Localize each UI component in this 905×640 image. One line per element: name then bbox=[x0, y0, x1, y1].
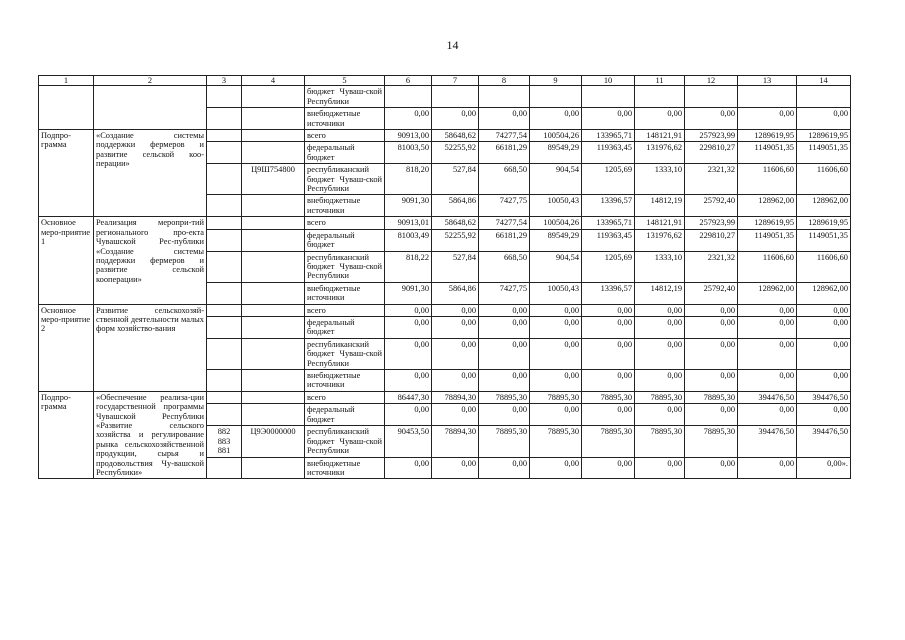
table-row bbox=[39, 217, 851, 229]
budget-value: 818,20 bbox=[385, 164, 432, 195]
budget-value bbox=[797, 86, 851, 108]
budget-value: 0,00 bbox=[685, 108, 738, 130]
program-status: Подпро-грамма bbox=[39, 130, 94, 217]
target-article-code: Ц9Ш754800 bbox=[242, 164, 305, 195]
budget-value: 0,00 bbox=[530, 338, 582, 369]
target-article-code bbox=[242, 316, 305, 338]
table-row bbox=[39, 304, 851, 316]
funding-source: внебюджетные источники bbox=[305, 457, 385, 479]
budget-value: 0,00 bbox=[582, 457, 635, 479]
budget-value: 5864,86 bbox=[432, 195, 479, 217]
program-name: «Обеспечение реализа-ции государственной программы Чувашской Республики «Развитие сельского хозяйства и регулирование рынка сельскохозяйственной продукции, сырья и продовольствия Чу-вашской Республики» bbox=[94, 391, 207, 479]
budget-value: 9091,30 bbox=[385, 282, 432, 304]
budget-value: 89549,29 bbox=[530, 229, 582, 251]
grbs-code bbox=[207, 86, 242, 108]
budget-value: 131976,62 bbox=[635, 229, 685, 251]
budget-value: 0,00 bbox=[582, 404, 635, 426]
budget-value: 0,00 bbox=[797, 316, 851, 338]
budget-value: 0,00». bbox=[797, 457, 851, 479]
budget-value: 0,00 bbox=[685, 369, 738, 391]
budget-value: 66181,29 bbox=[479, 142, 530, 164]
budget-value: 1205,69 bbox=[582, 164, 635, 195]
budget-value: 133965,71 bbox=[582, 130, 635, 142]
budget-value: 5864,86 bbox=[432, 282, 479, 304]
funding-source: всего bbox=[305, 304, 385, 316]
budget-value: 78895,30 bbox=[635, 391, 685, 403]
grbs-code bbox=[207, 404, 242, 426]
column-number-14: 14 bbox=[797, 76, 851, 86]
grbs-code bbox=[207, 304, 242, 316]
funding-source: республиканский бюджет Чуваш-ской Республики bbox=[305, 426, 385, 457]
budget-value: 394476,50 bbox=[797, 391, 851, 403]
target-article-code bbox=[242, 369, 305, 391]
grbs-code bbox=[207, 108, 242, 130]
budget-value bbox=[530, 86, 582, 108]
budget-value bbox=[685, 86, 738, 108]
budget-value: 904,54 bbox=[530, 164, 582, 195]
budget-value: 89549,29 bbox=[530, 142, 582, 164]
budget-value: 9091,30 bbox=[385, 195, 432, 217]
grbs-code bbox=[207, 457, 242, 479]
budget-value: 0,00 bbox=[738, 338, 797, 369]
budget-value: 0,00 bbox=[635, 108, 685, 130]
budget-value: 14812,19 bbox=[635, 282, 685, 304]
budget-value: 0,00 bbox=[479, 369, 530, 391]
budget-value: 10050,43 bbox=[530, 195, 582, 217]
budget-value: 74277,54 bbox=[479, 130, 530, 142]
budget-value: 0,00 bbox=[479, 338, 530, 369]
budget-value: 0,00 bbox=[797, 108, 851, 130]
budget-value: 0,00 bbox=[635, 304, 685, 316]
grbs-code bbox=[207, 251, 242, 282]
program-status: Основное меро-приятие 1 bbox=[39, 217, 94, 304]
budget-value: 257923,99 bbox=[685, 130, 738, 142]
grbs-code bbox=[207, 195, 242, 217]
budget-value: 119363,45 bbox=[582, 229, 635, 251]
funding-source: федеральный бюджет bbox=[305, 142, 385, 164]
budget-value: 74277,54 bbox=[479, 217, 530, 229]
budget-value: 0,00 bbox=[385, 369, 432, 391]
budget-value: 81003,49 bbox=[385, 229, 432, 251]
budget-value: 90913,00 bbox=[385, 130, 432, 142]
funding-source: федеральный бюджет bbox=[305, 316, 385, 338]
program-status: Основное меро-приятие 2 bbox=[39, 304, 94, 391]
column-number-13: 13 bbox=[738, 76, 797, 86]
budget-value: 100504,26 bbox=[530, 130, 582, 142]
budget-value: 25792,40 bbox=[685, 282, 738, 304]
funding-source: федеральный бюджет bbox=[305, 404, 385, 426]
budget-value: 0,00 bbox=[685, 304, 738, 316]
budget-value: 0,00 bbox=[685, 338, 738, 369]
funding-source: бюджет Чуваш-ской Республики bbox=[305, 86, 385, 108]
budget-value: 78895,30 bbox=[530, 391, 582, 403]
funding-source: республиканский бюджет Чуваш-ской Республики bbox=[305, 251, 385, 282]
program-status bbox=[39, 86, 94, 130]
budget-value: 52255,92 bbox=[432, 142, 479, 164]
grbs-code bbox=[207, 369, 242, 391]
budget-value: 0,00 bbox=[479, 404, 530, 426]
budget-value: 0,00 bbox=[635, 338, 685, 369]
budget-value: 78895,30 bbox=[530, 426, 582, 457]
budget-value: 0,00 bbox=[530, 369, 582, 391]
funding-source: всего bbox=[305, 217, 385, 229]
target-article-code bbox=[242, 195, 305, 217]
budget-value: 0,00 bbox=[432, 457, 479, 479]
budget-value: 86447,30 bbox=[385, 391, 432, 403]
budget-value bbox=[385, 86, 432, 108]
table-row bbox=[39, 391, 851, 403]
budget-value: 25792,40 bbox=[685, 195, 738, 217]
budget-value: 1149051,35 bbox=[797, 142, 851, 164]
budget-value bbox=[479, 86, 530, 108]
budget-table bbox=[38, 75, 851, 479]
funding-source: внебюджетные источники bbox=[305, 369, 385, 391]
target-article-code bbox=[242, 282, 305, 304]
budget-value bbox=[582, 86, 635, 108]
budget-value: 133965,71 bbox=[582, 217, 635, 229]
table-row bbox=[39, 130, 851, 142]
target-article-code bbox=[242, 108, 305, 130]
budget-value: 0,00 bbox=[685, 457, 738, 479]
budget-value: 668,50 bbox=[479, 251, 530, 282]
budget-value: 78895,30 bbox=[582, 426, 635, 457]
budget-value: 0,00 bbox=[479, 304, 530, 316]
budget-value: 10050,43 bbox=[530, 282, 582, 304]
grbs-code: 882 883 881 bbox=[207, 426, 242, 457]
budget-value: 1333,10 bbox=[635, 164, 685, 195]
budget-value: 11606,60 bbox=[738, 164, 797, 195]
budget-value: 7427,75 bbox=[479, 195, 530, 217]
budget-value: 0,00 bbox=[530, 316, 582, 338]
budget-value bbox=[738, 86, 797, 108]
program-status: Подпро-грамма bbox=[39, 391, 94, 479]
funding-source: федеральный бюджет bbox=[305, 229, 385, 251]
budget-value: 1333,10 bbox=[635, 251, 685, 282]
budget-value: 1149051,35 bbox=[738, 142, 797, 164]
budget-value: 527,84 bbox=[432, 164, 479, 195]
program-name: «Создание системы поддержки фермеров и развитие сельской коо-перации» bbox=[94, 130, 207, 217]
budget-value: 0,00 bbox=[738, 369, 797, 391]
budget-value: 1149051,35 bbox=[738, 229, 797, 251]
column-number-9: 9 bbox=[530, 76, 582, 86]
budget-value: 11606,60 bbox=[738, 251, 797, 282]
budget-value: 0,00 bbox=[385, 457, 432, 479]
budget-value: 0,00 bbox=[479, 108, 530, 130]
budget-value: 527,84 bbox=[432, 251, 479, 282]
budget-value: 0,00 bbox=[385, 404, 432, 426]
budget-value: 0,00 bbox=[797, 404, 851, 426]
budget-value: 0,00 bbox=[432, 338, 479, 369]
budget-value: 394476,50 bbox=[738, 426, 797, 457]
budget-value: 0,00 bbox=[385, 304, 432, 316]
column-number-2: 2 bbox=[94, 76, 207, 86]
grbs-code bbox=[207, 316, 242, 338]
budget-value: 394476,50 bbox=[797, 426, 851, 457]
target-article-code: Ц9Э0000000 bbox=[242, 426, 305, 457]
target-article-code bbox=[242, 304, 305, 316]
budget-value: 0,00 bbox=[479, 316, 530, 338]
budget-value: 128962,00 bbox=[738, 282, 797, 304]
budget-value: 0,00 bbox=[530, 457, 582, 479]
grbs-code bbox=[207, 164, 242, 195]
budget-value: 78894,30 bbox=[432, 391, 479, 403]
funding-source: республиканский бюджет Чуваш-ской Республики bbox=[305, 338, 385, 369]
program-name: Реализация меропри-тий регионального про-екта Чувашской Рес-публики «Создание системы поддержки фермеров и развитие сельской кооперации» bbox=[94, 217, 207, 304]
budget-value: 11606,60 bbox=[797, 164, 851, 195]
budget-value: 0,00 bbox=[582, 304, 635, 316]
column-number-10: 10 bbox=[582, 76, 635, 86]
budget-value: 1289619,95 bbox=[738, 217, 797, 229]
budget-value: 229810,27 bbox=[685, 142, 738, 164]
budget-value: 0,00 bbox=[432, 404, 479, 426]
budget-value: 128962,00 bbox=[738, 195, 797, 217]
grbs-code bbox=[207, 142, 242, 164]
column-number-12: 12 bbox=[685, 76, 738, 86]
budget-value: 1289619,95 bbox=[797, 130, 851, 142]
budget-value: 0,00 bbox=[738, 304, 797, 316]
grbs-code bbox=[207, 282, 242, 304]
grbs-code bbox=[207, 391, 242, 403]
budget-value bbox=[635, 86, 685, 108]
column-number-1: 1 bbox=[39, 76, 94, 86]
grbs-code bbox=[207, 229, 242, 251]
column-number-7: 7 bbox=[432, 76, 479, 86]
budget-value: 257923,99 bbox=[685, 217, 738, 229]
budget-value: 7427,75 bbox=[479, 282, 530, 304]
column-number-5: 5 bbox=[305, 76, 385, 86]
target-article-code bbox=[242, 251, 305, 282]
budget-value: 1149051,35 bbox=[797, 229, 851, 251]
budget-value: 128962,00 bbox=[797, 195, 851, 217]
budget-value: 13396,57 bbox=[582, 195, 635, 217]
budget-value: 128962,00 bbox=[797, 282, 851, 304]
column-number-6: 6 bbox=[385, 76, 432, 86]
budget-value: 0,00 bbox=[738, 404, 797, 426]
budget-value: 0,00 bbox=[385, 108, 432, 130]
target-article-code bbox=[242, 338, 305, 369]
budget-value: 90453,50 bbox=[385, 426, 432, 457]
target-article-code bbox=[242, 142, 305, 164]
budget-value: 0,00 bbox=[738, 457, 797, 479]
budget-value: 904,54 bbox=[530, 251, 582, 282]
budget-value: 11606,60 bbox=[797, 251, 851, 282]
budget-value: 0,00 bbox=[385, 338, 432, 369]
page-number: 14 bbox=[446, 38, 459, 52]
budget-value: 0,00 bbox=[635, 457, 685, 479]
target-article-code bbox=[242, 404, 305, 426]
budget-value: 90913,01 bbox=[385, 217, 432, 229]
target-article-code bbox=[242, 229, 305, 251]
funding-source: внебюджетные источники bbox=[305, 195, 385, 217]
budget-value: 0,00 bbox=[797, 338, 851, 369]
grbs-code bbox=[207, 130, 242, 142]
funding-source: всего bbox=[305, 391, 385, 403]
target-article-code bbox=[242, 391, 305, 403]
target-article-code bbox=[242, 130, 305, 142]
budget-value: 0,00 bbox=[530, 404, 582, 426]
budget-value: 0,00 bbox=[582, 369, 635, 391]
budget-value: 0,00 bbox=[738, 316, 797, 338]
budget-value: 0,00 bbox=[432, 316, 479, 338]
budget-value: 0,00 bbox=[582, 338, 635, 369]
budget-value: 0,00 bbox=[797, 369, 851, 391]
budget-value: 78895,30 bbox=[479, 426, 530, 457]
budget-value: 1205,69 bbox=[582, 251, 635, 282]
budget-value: 131976,62 bbox=[635, 142, 685, 164]
budget-value: 1289619,95 bbox=[797, 217, 851, 229]
budget-value: 0,00 bbox=[738, 108, 797, 130]
program-name bbox=[94, 86, 207, 130]
funding-source: внебюджетные источники bbox=[305, 282, 385, 304]
column-number-row bbox=[39, 76, 851, 86]
budget-value: 0,00 bbox=[685, 404, 738, 426]
budget-value: 81003,50 bbox=[385, 142, 432, 164]
budget-value: 0,00 bbox=[582, 108, 635, 130]
budget-value: 148121,91 bbox=[635, 130, 685, 142]
program-name: Развитие сельскохозяй-ственной деятельности малых форм хозяйство-вания bbox=[94, 304, 207, 391]
budget-value: 78894,30 bbox=[432, 426, 479, 457]
table-row bbox=[39, 86, 851, 108]
budget-value: 0,00 bbox=[582, 316, 635, 338]
target-article-code bbox=[242, 217, 305, 229]
budget-value: 2321,32 bbox=[685, 251, 738, 282]
funding-source: республиканский бюджет Чуваш-ской Республики bbox=[305, 164, 385, 195]
budget-value: 0,00 bbox=[685, 316, 738, 338]
budget-value: 58648,62 bbox=[432, 217, 479, 229]
budget-value: 78895,30 bbox=[479, 391, 530, 403]
budget-value: 148121,91 bbox=[635, 217, 685, 229]
grbs-code bbox=[207, 338, 242, 369]
budget-value: 13396,57 bbox=[582, 282, 635, 304]
budget-value: 0,00 bbox=[530, 108, 582, 130]
target-article-code bbox=[242, 457, 305, 479]
column-number-11: 11 bbox=[635, 76, 685, 86]
budget-value: 394476,50 bbox=[738, 391, 797, 403]
budget-value: 818,22 bbox=[385, 251, 432, 282]
budget-value: 668,50 bbox=[479, 164, 530, 195]
budget-value bbox=[432, 86, 479, 108]
budget-value: 78895,30 bbox=[635, 426, 685, 457]
budget-value: 100504,26 bbox=[530, 217, 582, 229]
budget-value: 1289619,95 bbox=[738, 130, 797, 142]
budget-value: 0,00 bbox=[635, 316, 685, 338]
column-number-3: 3 bbox=[207, 76, 242, 86]
budget-value: 66181,29 bbox=[479, 229, 530, 251]
column-number-4: 4 bbox=[242, 76, 305, 86]
budget-value: 78895,30 bbox=[685, 426, 738, 457]
column-number-8: 8 bbox=[479, 76, 530, 86]
budget-value: 0,00 bbox=[635, 369, 685, 391]
budget-value: 0,00 bbox=[635, 404, 685, 426]
budget-value: 0,00 bbox=[432, 304, 479, 316]
budget-value: 78895,30 bbox=[685, 391, 738, 403]
budget-value: 78895,30 bbox=[582, 391, 635, 403]
budget-value: 119363,45 bbox=[582, 142, 635, 164]
budget-value: 0,00 bbox=[432, 369, 479, 391]
budget-value: 0,00 bbox=[530, 304, 582, 316]
budget-value: 58648,62 bbox=[432, 130, 479, 142]
funding-source: внебюджетные источники bbox=[305, 108, 385, 130]
target-article-code bbox=[242, 86, 305, 108]
budget-value: 2321,32 bbox=[685, 164, 738, 195]
budget-value: 0,00 bbox=[479, 457, 530, 479]
budget-value: 0,00 bbox=[385, 316, 432, 338]
budget-value: 229810,27 bbox=[685, 229, 738, 251]
funding-source: всего bbox=[305, 130, 385, 142]
budget-value: 52255,92 bbox=[432, 229, 479, 251]
budget-value: 0,00 bbox=[432, 108, 479, 130]
grbs-code bbox=[207, 217, 242, 229]
budget-value: 14812,19 bbox=[635, 195, 685, 217]
budget-value: 0,00 bbox=[797, 304, 851, 316]
